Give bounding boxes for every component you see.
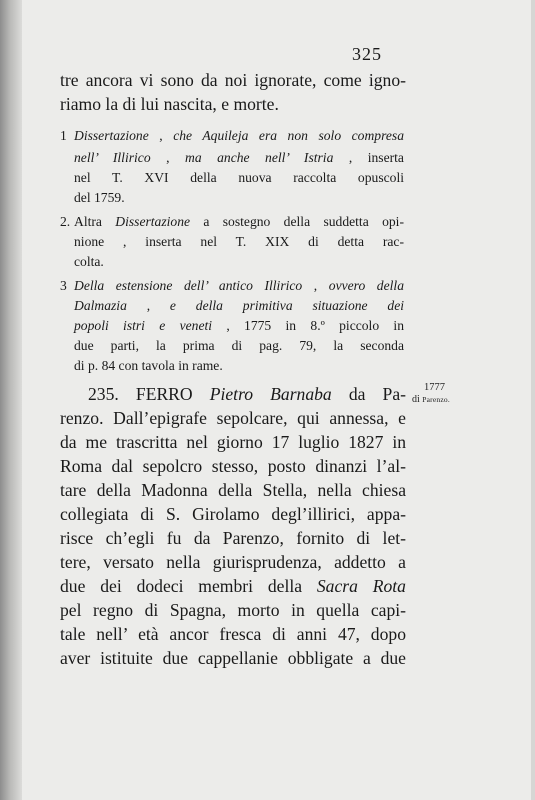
entry-line: risce ch’egli fu da Parenzo, fornito di let- bbox=[60, 528, 406, 548]
note-line: colta. bbox=[74, 254, 104, 269]
entry-line: renzo. Dall’epigrafe sepolcare, qui annessa, e bbox=[60, 408, 406, 428]
note-line: nel T. XVI della nuova raccolta opuscoli bbox=[74, 170, 404, 185]
entry-line: pel regno di Spagna, morto in quella capi- bbox=[60, 600, 406, 620]
note-number: 1 bbox=[60, 128, 67, 143]
note-line: nione , inserta nel T. XIX di detta rac- bbox=[74, 234, 404, 249]
note-line: Della estensione dell’ antico Illirico , ovvero della bbox=[74, 278, 404, 293]
text-line: riamo la di lui nascita, e morte. bbox=[60, 94, 279, 114]
note-line: di p. 84 con tavola in rame. bbox=[74, 358, 223, 373]
entry-line: tere, versato nella giurisprudenza, addetto a bbox=[60, 552, 406, 572]
note-number: 2. bbox=[60, 214, 71, 229]
margin-place: di Parenzo. bbox=[412, 394, 450, 405]
entry-line: Roma dal sepolcro stesso, posto dinanzi l’al- bbox=[60, 456, 406, 476]
text-line: tre ancora vi sono da noi ignorate, come igno- bbox=[60, 70, 406, 90]
entry-line: tare della Madonna della Stella, nella chiesa bbox=[60, 480, 406, 500]
note-line: Dalmazia , e della primitiva situazione dei bbox=[74, 298, 404, 313]
entry-line: due dei dodeci membri della Sacra Rota bbox=[60, 576, 406, 596]
entry-line: collegiata di S. Girolamo degl’illirici, appa- bbox=[60, 504, 406, 524]
note-number: 3 bbox=[60, 278, 67, 293]
entry-line: da me trascritta nel giorno 17 luglio 1827 in bbox=[60, 432, 406, 452]
entry-heading-line: 235. FERRO Pietro Barnaba da Pa- bbox=[88, 384, 406, 404]
note-line: del 1759. bbox=[74, 190, 125, 205]
margin-year: 1777 bbox=[424, 382, 445, 393]
entry-line: tale nell’ età ancor fresca di anni 47, dopo bbox=[60, 624, 406, 644]
note-line: nell’ Illirico , ma anche nell’ Istria , inserta bbox=[74, 150, 404, 165]
page-edge bbox=[531, 0, 535, 800]
note-line: due parti, la prima di pag. 79, la seconda bbox=[74, 338, 404, 353]
note-line: Dissertazione , che Aquileja era non solo compresa bbox=[74, 128, 404, 143]
page-number: 325 bbox=[352, 44, 382, 64]
note-line: Altra Dissertazione a sostegno della suddetta opi- bbox=[74, 214, 404, 229]
binding-shadow bbox=[0, 0, 22, 800]
entry-line: aver istituite due cappellanie obbligate a due bbox=[60, 648, 406, 668]
note-line: popoli istri e veneti , 1775 in 8.º piccolo in bbox=[74, 318, 404, 333]
